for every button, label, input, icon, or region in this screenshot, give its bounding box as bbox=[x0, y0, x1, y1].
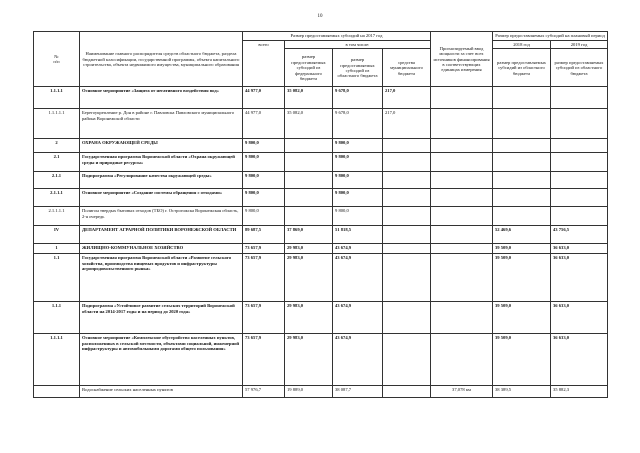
cell-total: 9 800,0 bbox=[243, 207, 285, 226]
cell-y2019: 36 633,0 bbox=[551, 254, 608, 302]
cell-total: 73 657,9 bbox=[243, 302, 285, 334]
cell-total: 9 800,0 bbox=[243, 172, 285, 189]
cell-federal: 19 889,0 bbox=[285, 386, 333, 398]
cell-federal bbox=[285, 207, 333, 226]
cell-municipal bbox=[383, 334, 431, 386]
cell-total: 73 657,9 bbox=[243, 254, 285, 302]
page-number: 10 bbox=[317, 14, 323, 19]
cell-federal: 29 983,0 bbox=[285, 334, 333, 386]
cell-municipal bbox=[383, 139, 431, 153]
cell-name: Водоснабжение сельских населенных пунктов bbox=[80, 386, 243, 398]
cell-code: 2 bbox=[34, 139, 80, 153]
cell-capacity bbox=[431, 334, 493, 386]
cell-total: 9 800,0 bbox=[243, 189, 285, 207]
cell-federal: 29 983,0 bbox=[285, 244, 333, 254]
cell-federal bbox=[285, 172, 333, 189]
cell-municipal: 217,0 bbox=[383, 109, 431, 139]
cell-y2019 bbox=[551, 139, 608, 153]
table-row bbox=[34, 87, 608, 109]
cell-federal bbox=[285, 139, 333, 153]
cell-y2019 bbox=[551, 87, 608, 109]
header-total: всего bbox=[243, 41, 285, 87]
cell-total: 73 657,9 bbox=[243, 334, 285, 386]
cell-municipal bbox=[383, 189, 431, 207]
cell-name: Основное мероприятие «Защита от негативного воздействия вод» bbox=[80, 87, 243, 109]
cell-capacity bbox=[431, 109, 493, 139]
table-body bbox=[34, 87, 608, 398]
cell-code: 1 bbox=[34, 244, 80, 254]
cell-y2018 bbox=[493, 109, 551, 139]
cell-y2019 bbox=[551, 109, 608, 139]
cell-capacity bbox=[431, 226, 493, 244]
cell-regional: 38 087,7 bbox=[333, 386, 383, 398]
header-2019: 2019 год bbox=[551, 41, 608, 49]
cell-y2019: 36 633,0 bbox=[551, 244, 608, 254]
cell-total: 73 657,9 bbox=[243, 244, 285, 254]
cell-federal: 35 082,0 bbox=[285, 87, 333, 109]
cell-name: ЖИЛИЩНО-КОММУНАЛЬНОЕ ХОЗЯЙСТВО bbox=[80, 244, 243, 254]
table-row bbox=[34, 189, 608, 207]
cell-y2018: 39 509,0 bbox=[493, 302, 551, 334]
cell-code: 1.1.1.1.1 bbox=[34, 109, 80, 139]
table-row bbox=[34, 334, 608, 386]
header-2018: 2018 год bbox=[493, 41, 551, 49]
cell-municipal bbox=[383, 172, 431, 189]
cell-capacity bbox=[431, 172, 493, 189]
cell-regional: 43 674,9 bbox=[333, 254, 383, 302]
table-row bbox=[34, 254, 608, 302]
cell-name: Подпрограмма «Регулирование качества окружающей среды» bbox=[80, 172, 243, 189]
table-row bbox=[34, 172, 608, 189]
cell-federal: 29 983,0 bbox=[285, 302, 333, 334]
table-row bbox=[34, 226, 608, 244]
cell-name: Основное мероприятие «Создание системы обращения с отходами» bbox=[80, 189, 243, 207]
table-row bbox=[34, 244, 608, 254]
cell-total: 9 800,0 bbox=[243, 139, 285, 153]
header-including: в том числе: bbox=[285, 41, 431, 49]
header-2018-subsidy: размер предоставляемых субсидий из областного бюджета bbox=[493, 49, 551, 87]
cell-y2018 bbox=[493, 139, 551, 153]
cell-total: 44 977,0 bbox=[243, 109, 285, 139]
table-row bbox=[34, 207, 608, 226]
header-size-2017: Размер предоставляемых субсидий на 2017 год bbox=[243, 32, 431, 41]
cell-y2019 bbox=[551, 189, 608, 207]
cell-y2019: 36 633,0 bbox=[551, 334, 608, 386]
cell-municipal bbox=[383, 302, 431, 334]
cell-capacity: 37,078 км bbox=[431, 386, 493, 398]
cell-federal bbox=[285, 153, 333, 172]
cell-code: 2.1 bbox=[34, 153, 80, 172]
cell-total: 9 800,0 bbox=[243, 153, 285, 172]
cell-regional: 9 678,0 bbox=[333, 109, 383, 139]
cell-regional: 9 678,0 bbox=[333, 87, 383, 109]
table-row bbox=[34, 109, 608, 139]
cell-municipal bbox=[383, 254, 431, 302]
table-header bbox=[34, 32, 608, 87]
cell-y2018 bbox=[493, 153, 551, 172]
cell-name: Подпрограмма «Устойчивое развитие сельских территорий Воронежской области на 2014-2017 годы и на период до 2020 года» bbox=[80, 302, 243, 334]
cell-regional: 9 800,0 bbox=[333, 189, 383, 207]
header-regional: размер предоставляемых субсидий из областного бюджета bbox=[333, 49, 383, 87]
cell-regional: 51 818,5 bbox=[333, 226, 383, 244]
cell-capacity bbox=[431, 189, 493, 207]
cell-federal bbox=[285, 189, 333, 207]
cell-capacity bbox=[431, 153, 493, 172]
cell-y2018 bbox=[493, 172, 551, 189]
cell-y2018 bbox=[493, 87, 551, 109]
table-row bbox=[34, 153, 608, 172]
cell-federal: 29 983,0 bbox=[285, 254, 333, 302]
header-number: № п/п bbox=[34, 32, 80, 87]
table-row bbox=[34, 302, 608, 334]
cell-name: Берегоукрепление р. Дон в районе г. Павловска Павловского муниципального района Воронежской области bbox=[80, 109, 243, 139]
cell-regional: 9 800,0 bbox=[333, 139, 383, 153]
budget-table bbox=[33, 31, 608, 398]
cell-regional: 43 674,9 bbox=[333, 334, 383, 386]
cell-y2018 bbox=[493, 207, 551, 226]
cell-total: 89 687,5 bbox=[243, 226, 285, 244]
cell-name: ДЕПАРТАМЕНТ АГРАРНОЙ ПОЛИТИКИ ВОРОНЕЖСКОЙ ОБЛАСТИ bbox=[80, 226, 243, 244]
cell-y2018: 52 469,6 bbox=[493, 226, 551, 244]
cell-municipal bbox=[383, 386, 431, 398]
cell-name: Основное мероприятие «Комплексное обустройство населенных пунктов, расположенных в сельской местности, объектами социальной, инженерной инфраструктуры и автомобильными дорогами общего пользования» bbox=[80, 334, 243, 386]
cell-y2018: 38 389,5 bbox=[493, 386, 551, 398]
cell-regional: 9 800,0 bbox=[333, 172, 383, 189]
header-capacity: Прогнозируемый ввод мощности за счет всех источников финансирования в соответствующих единицах измерения bbox=[431, 32, 493, 87]
cell-y2019 bbox=[551, 207, 608, 226]
cell-y2018: 39 509,0 bbox=[493, 334, 551, 386]
cell-code bbox=[34, 386, 80, 398]
cell-capacity bbox=[431, 87, 493, 109]
cell-regional: 43 674,9 bbox=[333, 244, 383, 254]
cell-y2019 bbox=[551, 172, 608, 189]
cell-total: 57 976,7 bbox=[243, 386, 285, 398]
cell-capacity bbox=[431, 139, 493, 153]
cell-name: ОХРАНА ОКРУЖАЮЩЕЙ СРЕДЫ bbox=[80, 139, 243, 153]
cell-y2019: 35 882,3 bbox=[551, 386, 608, 398]
cell-y2018: 39 509,0 bbox=[493, 244, 551, 254]
cell-code: 2.1.1.1 bbox=[34, 189, 80, 207]
cell-municipal bbox=[383, 153, 431, 172]
cell-capacity bbox=[431, 254, 493, 302]
cell-regional: 43 674,9 bbox=[333, 302, 383, 334]
cell-y2018 bbox=[493, 189, 551, 207]
header-plan-period: Размер предоставляемых субсидий на плановый период bbox=[493, 32, 608, 41]
cell-code: 1.1.1.1 bbox=[34, 87, 80, 109]
cell-municipal bbox=[383, 244, 431, 254]
cell-name: Полигон твердых бытовых отходов (ТБО) г. Острогожска Воронежская область, 2-я очередь bbox=[80, 207, 243, 226]
cell-municipal bbox=[383, 207, 431, 226]
header-name: Наименование главного распорядителя средств областного бюджета, раздела бюджетной классификации, государственной программы, объекта капитального строительства, объекта недвижимого имущества, муниципального образования bbox=[80, 32, 243, 87]
table-row bbox=[34, 386, 608, 398]
cell-total: 44 977,0 bbox=[243, 87, 285, 109]
cell-name: Государственная программа Воронежской области «Развитие сельского хозяйства, производства пищевых продуктов и инфраструктуры агропродовольственного рынка» bbox=[80, 254, 243, 302]
cell-y2019: 43 756,5 bbox=[551, 226, 608, 244]
cell-federal: 37 869,0 bbox=[285, 226, 333, 244]
cell-capacity bbox=[431, 207, 493, 226]
cell-name: Государственная программа Воронежской области «Охрана окружающей среды и природные ресурсы» bbox=[80, 153, 243, 172]
cell-municipal bbox=[383, 226, 431, 244]
cell-regional: 9 800,0 bbox=[333, 207, 383, 226]
cell-capacity bbox=[431, 244, 493, 254]
cell-y2018: 39 509,0 bbox=[493, 254, 551, 302]
header-federal: размер предоставляемых субсидий из федерального бюджета bbox=[285, 49, 333, 87]
cell-capacity bbox=[431, 302, 493, 334]
table-row bbox=[34, 139, 608, 153]
cell-code: 2.1.1.1.1 bbox=[34, 207, 80, 226]
cell-municipal: 217,0 bbox=[383, 87, 431, 109]
cell-y2019 bbox=[551, 153, 608, 172]
cell-code: 1.1.1 bbox=[34, 302, 80, 334]
cell-code: 2.1.1 bbox=[34, 172, 80, 189]
cell-regional: 9 800,0 bbox=[333, 153, 383, 172]
cell-code: 1.1.1.1 bbox=[34, 334, 80, 386]
cell-federal: 35 082,0 bbox=[285, 109, 333, 139]
header-2019-subsidy: размер предоставляемых субсидий из областного бюджета bbox=[551, 49, 608, 87]
cell-code: IV bbox=[34, 226, 80, 244]
header-municipal: средства муниципального бюджета bbox=[383, 49, 431, 87]
cell-code: 1.1 bbox=[34, 254, 80, 302]
cell-y2019: 36 633,0 bbox=[551, 302, 608, 334]
